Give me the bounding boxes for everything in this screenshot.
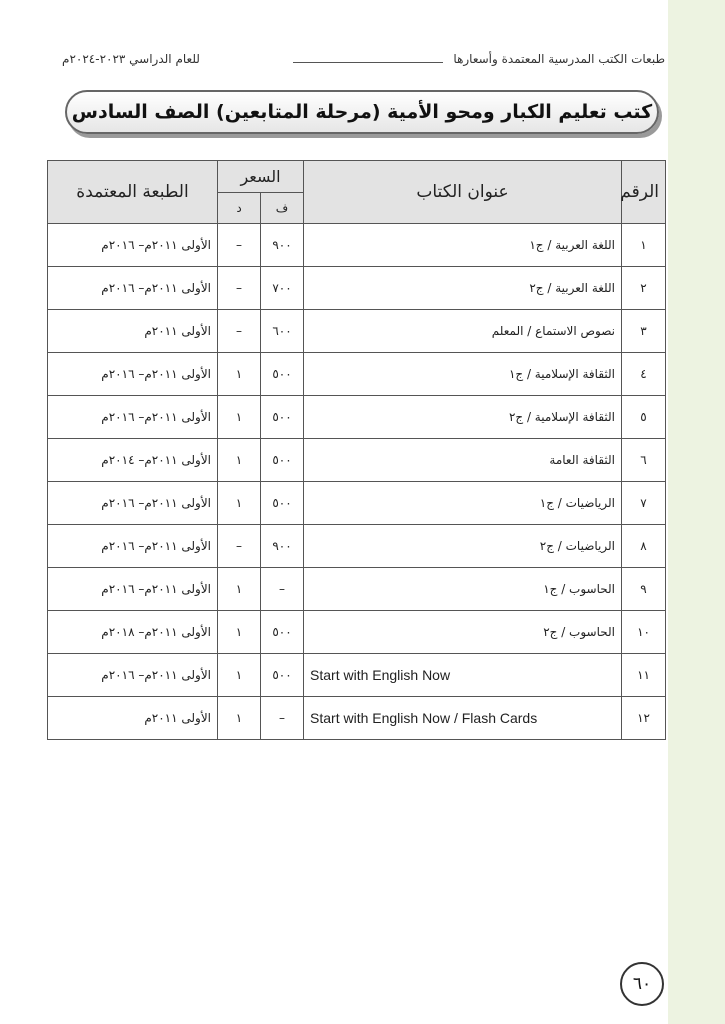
row-number: ٥	[622, 396, 666, 439]
row-price-f: ٥٠٠	[261, 353, 304, 396]
table-row	[48, 568, 666, 611]
table-row	[48, 611, 666, 654]
row-price-f: ٩٠٠	[261, 525, 304, 568]
row-price-f: ٥٠٠	[261, 611, 304, 654]
row-edition: الأولى ٢٠١١م– ٢٠١٦م	[48, 654, 218, 697]
row-price-f: ٦٠٠	[261, 310, 304, 353]
row-edition: الأولى ٢٠١١م– ٢٠١٤م	[48, 439, 218, 482]
page-header	[62, 52, 665, 72]
row-price-d: ١	[218, 353, 261, 396]
row-price-f: ٥٠٠	[261, 396, 304, 439]
row-number: ٢	[622, 267, 666, 310]
row-number: ١	[622, 224, 666, 267]
table-row	[48, 482, 666, 525]
row-book-title: الرياضيات / ج٢	[304, 525, 622, 568]
row-price-d: ١	[218, 697, 261, 740]
row-book-title: الثقافة العامة	[304, 439, 622, 482]
row-edition: الأولى ٢٠١١م– ٢٠١٦م	[48, 353, 218, 396]
row-price-d: ١	[218, 654, 261, 697]
page-number: ٦٠	[620, 962, 664, 1006]
row-edition: الأولى ٢٠١١م	[48, 310, 218, 353]
row-price-d: –	[218, 267, 261, 310]
page-title: كتب تعليم الكبار ومحو الأمية (مرحلة المتابعين) الصف السادس	[65, 90, 659, 134]
row-book-title: الثقافة الإسلامية / ج٢	[304, 396, 622, 439]
row-book-title: Start with English Now	[304, 654, 622, 697]
table-row	[48, 654, 666, 697]
row-book-title: الحاسوب / ج١	[304, 568, 622, 611]
row-number: ٧	[622, 482, 666, 525]
table-row	[48, 396, 666, 439]
row-number: ٦	[622, 439, 666, 482]
header-book-title: عنوان الكتاب	[304, 161, 622, 224]
row-price-f: ٥٠٠	[261, 439, 304, 482]
row-edition: الأولى ٢٠١١م– ٢٠١٦م	[48, 525, 218, 568]
books-table	[47, 160, 666, 740]
row-price-d: –	[218, 224, 261, 267]
table-row	[48, 697, 666, 740]
row-book-title: الثقافة الإسلامية / ج١	[304, 353, 622, 396]
row-edition: الأولى ٢٠١١م	[48, 697, 218, 740]
row-number: ٩	[622, 568, 666, 611]
row-price-f: ٩٠٠	[261, 224, 304, 267]
header-price: السعر	[218, 161, 304, 193]
table-row	[48, 525, 666, 568]
row-book-title: Start with English Now / Flash Cards	[304, 697, 622, 740]
row-edition: الأولى ٢٠١١م– ٢٠١٦م	[48, 224, 218, 267]
row-edition: الأولى ٢٠١١م– ٢٠١٨م	[48, 611, 218, 654]
row-price-d: –	[218, 310, 261, 353]
row-edition: الأولى ٢٠١١م– ٢٠١٦م	[48, 482, 218, 525]
side-band	[668, 0, 725, 1024]
header-right-text: طبعات الكتب المدرسية المعتمدة وأسعارها	[453, 52, 665, 66]
row-price-d: ١	[218, 611, 261, 654]
row-number: ١٠	[622, 611, 666, 654]
row-book-title: الرياضيات / ج١	[304, 482, 622, 525]
header-left-text: للعام الدراسي ٢٠٢٣-٢٠٢٤م	[62, 52, 200, 66]
row-number: ١١	[622, 654, 666, 697]
row-price-f: –	[261, 697, 304, 740]
header-edition: الطبعة المعتمدة	[48, 161, 218, 224]
row-number: ٨	[622, 525, 666, 568]
row-price-d: ١	[218, 396, 261, 439]
table-row	[48, 353, 666, 396]
table-row	[48, 310, 666, 353]
row-book-title: الحاسوب / ج٢	[304, 611, 622, 654]
row-number: ٣	[622, 310, 666, 353]
row-book-title: اللغة العربية / ج١	[304, 224, 622, 267]
table-row	[48, 267, 666, 310]
row-price-f: –	[261, 568, 304, 611]
row-book-title: اللغة العربية / ج٢	[304, 267, 622, 310]
row-price-d: ١	[218, 439, 261, 482]
row-price-d: –	[218, 525, 261, 568]
row-book-title: نصوص الاستماع / المعلم	[304, 310, 622, 353]
row-number: ١٢	[622, 697, 666, 740]
header-price-f: ف	[261, 192, 304, 224]
header-price-d: د	[218, 192, 261, 224]
row-edition: الأولى ٢٠١١م– ٢٠١٦م	[48, 568, 218, 611]
row-price-d: ١	[218, 482, 261, 525]
table-row	[48, 224, 666, 267]
row-edition: الأولى ٢٠١١م– ٢٠١٦م	[48, 267, 218, 310]
table-body	[48, 224, 666, 740]
row-edition: الأولى ٢٠١١م– ٢٠١٦م	[48, 396, 218, 439]
table-row	[48, 439, 666, 482]
row-price-d: ١	[218, 568, 261, 611]
row-number: ٤	[622, 353, 666, 396]
row-price-f: ٥٠٠	[261, 654, 304, 697]
header-divider-line	[293, 62, 443, 63]
row-price-f: ٧٠٠	[261, 267, 304, 310]
row-price-f: ٥٠٠	[261, 482, 304, 525]
header-number: الرقم	[622, 161, 666, 224]
